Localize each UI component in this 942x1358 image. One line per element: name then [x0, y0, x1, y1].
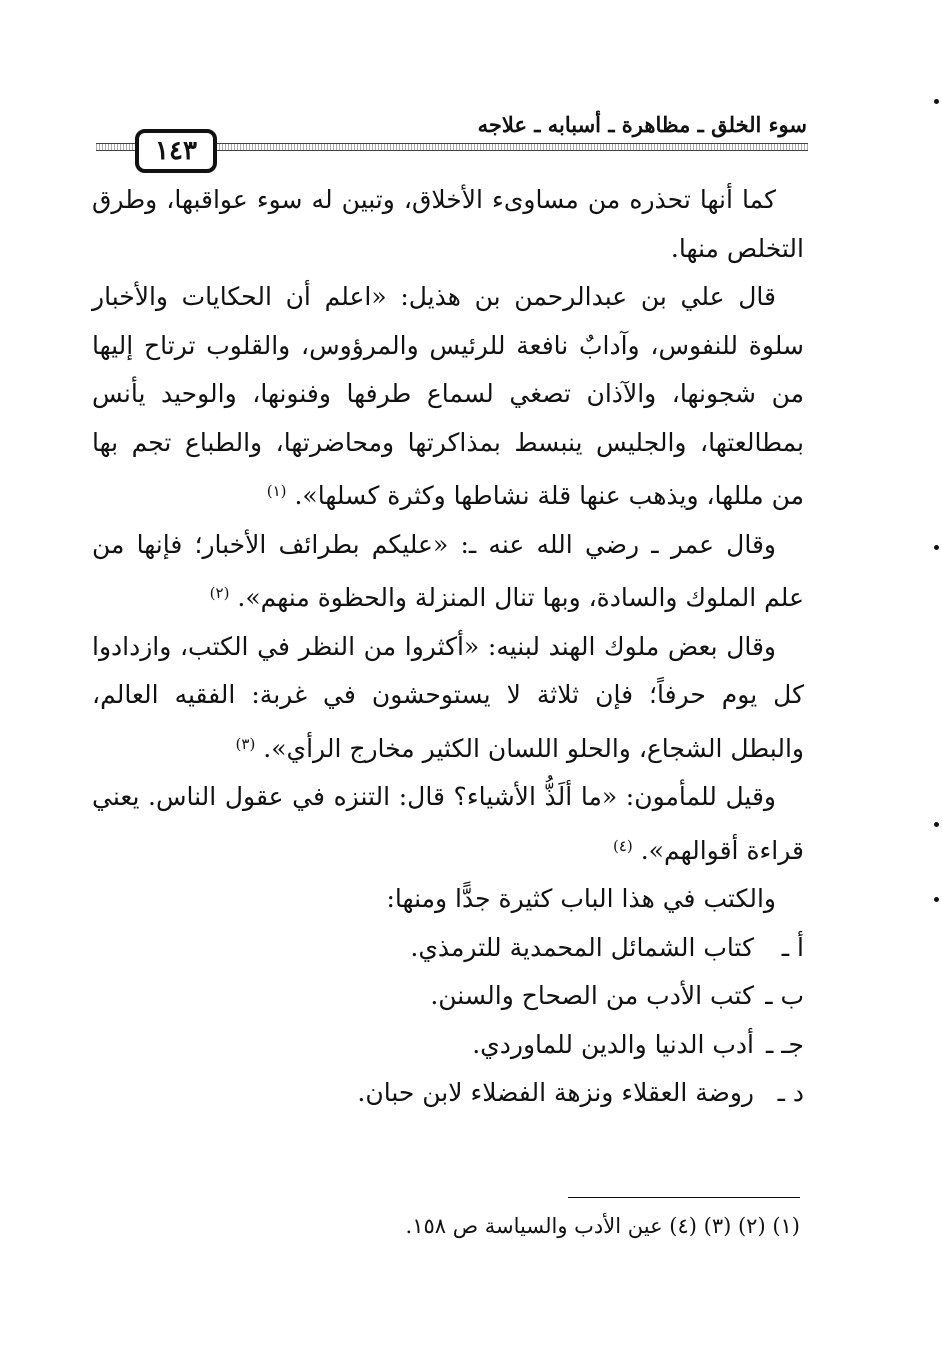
- paragraph-text: وقال عمر ـ رضي الله عنه ـ: «عليكم بطرائف الأخبار؛ فإنها من علم الملوك والسادة، وبها تنال المنزلة والحظوة منهم».: [92, 529, 804, 612]
- paragraph-text: وقيل للمأمون: «ما ألَذُّ الأشياء؟ قال: التنزه في عقول الناس. يعني قراءة أقوالهم».: [92, 782, 804, 865]
- footnote-rule: [568, 1197, 800, 1198]
- list-letter: ب ـ: [765, 981, 804, 1010]
- list-item: [92, 1069, 804, 1118]
- body-text: [92, 176, 804, 1118]
- footnote-ref: (٣): [235, 734, 256, 753]
- list-item-text: كتب الأدب من الصحاح والسنن.: [430, 981, 754, 1010]
- margin-mark: [934, 99, 939, 104]
- footnote: (١) (٢) (٣) (٤) عين الأدب والسياسة ص ١٥٨.: [405, 1214, 800, 1238]
- list-letter: د ـ: [777, 1078, 804, 1107]
- paragraph: كما أنها تحذره من مساوىء الأخلاق، وتبين له سوء عواقبها، وطرق التخلص منها.: [92, 185, 804, 263]
- paragraph: [92, 521, 804, 623]
- list-item: [92, 924, 804, 973]
- paragraph: [92, 623, 804, 774]
- list-item-text: كتاب الشمائل المحمدية للترمذي.: [410, 932, 754, 962]
- margin-mark: [934, 822, 939, 827]
- margin-mark: [934, 897, 939, 902]
- list-letter: جـ ـ: [765, 1029, 804, 1059]
- list-item: [92, 972, 804, 1021]
- list-letter: أ ـ: [781, 932, 804, 962]
- footnote-ref: (١): [266, 482, 287, 500]
- list-item: [92, 1021, 804, 1070]
- list-item-text: أدب الدنيا والدين للماوردي.: [472, 1029, 754, 1059]
- book-list: [92, 924, 804, 1118]
- paragraph: [92, 773, 804, 875]
- paragraph: [92, 273, 804, 521]
- footnote-ref: (٤): [612, 836, 633, 855]
- page-number: ١٤٣: [135, 129, 217, 173]
- paragraph: والكتب في هذا الباب كثيرة جدًّا ومنها:: [386, 884, 776, 913]
- list-item-text: روضة العقلاء ونزهة الفضلاء لابن حبان.: [357, 1078, 754, 1107]
- paragraph-text: قال علي بن عبدالرحمن بن هذيل: «اعلم أن الحكايات والأخبار سلوة للنفوس، وآدابٌ نافعة للرئيس والمرؤوس، والقلوب ترتاح إليها من شجونها، والآذان تصغي لسماع طرفها وفنونها، والوحيد يأنس بمطالعتها، والجليس ينبسط بمذاكرتها ومحاضرتها، والطباع تجم بها من مللها، ويذهب عنها قلة نشاطها وكثرة كسلها».: [92, 282, 804, 510]
- margin-mark: [934, 545, 939, 550]
- footnote-ref: (٢): [209, 584, 230, 602]
- paragraph-text: وقال بعض ملوك الهند لبنيه: «أكثروا من النظر في الكتب، وازدادوا كل يوم حرفاً؛ فإن ثلاثة لا يستوحشون في غربة: الفقيه العالم، والبطل الشجاع، والحلو اللسان الكثير مخارج الرأي».: [92, 631, 804, 763]
- running-title: سوء الخلق ـ مظاهرة ـ أسبابه ـ علاجه: [477, 112, 807, 137]
